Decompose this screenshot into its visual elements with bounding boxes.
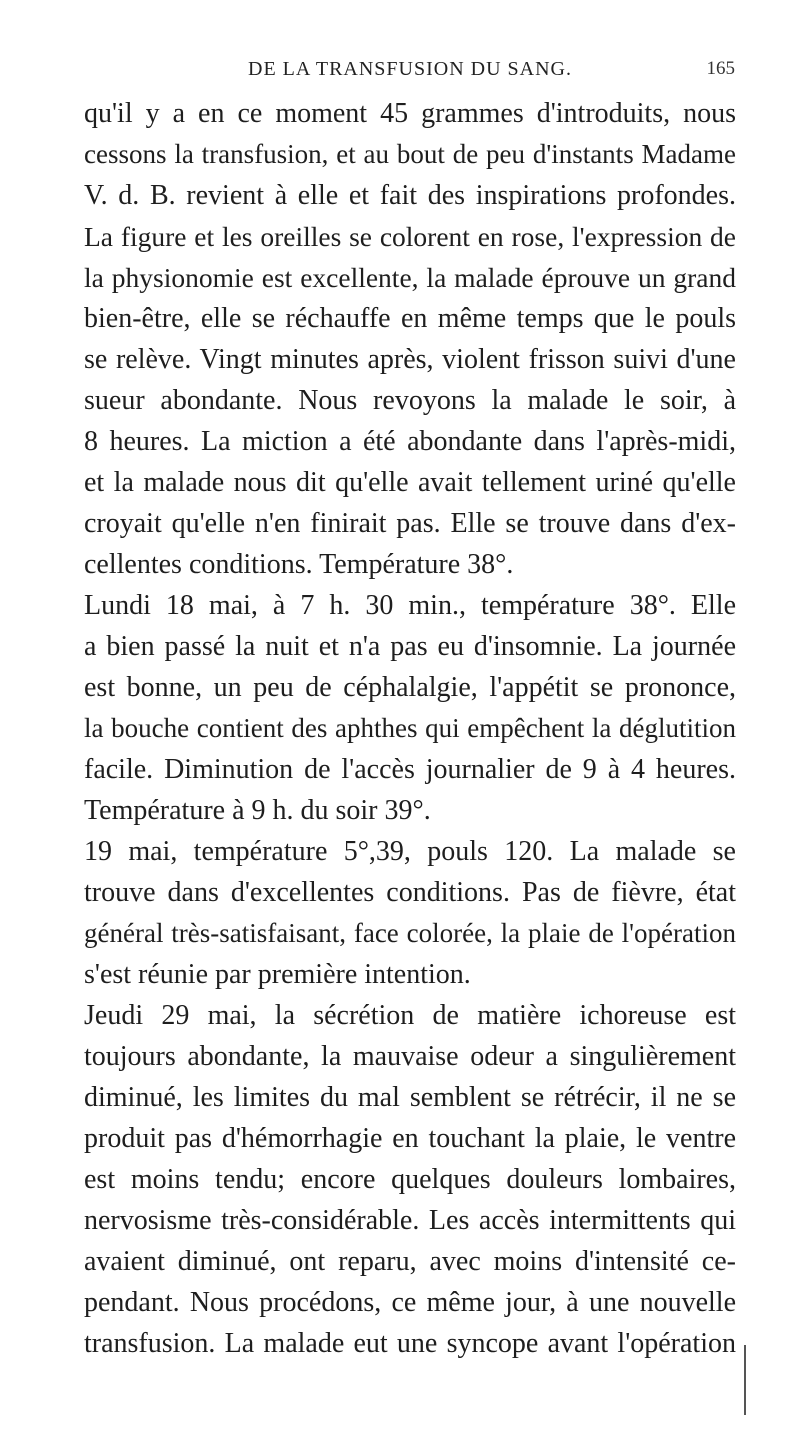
text-line: se relève. Vingt minutes après, violent frisson suivi d'une — [84, 344, 736, 375]
text-line: général très-satisfaisant, face colorée, la plaie de l'opération — [84, 918, 736, 948]
text-line: avaient diminué, ont reparu, avec moins d'intensité ce- — [84, 1246, 736, 1277]
page-number: 165 — [706, 58, 735, 79]
text-line: produit pas d'hémorrhagie en touchant la plaie, le ventre — [84, 1123, 736, 1154]
text-line: La figure et les oreilles se colorent en rose, l'expression de — [84, 221, 736, 252]
body-text — [84, 93, 736, 1364]
text-line: nervosisme très-considérable. Les accès intermittents qui — [84, 1205, 736, 1236]
text-line: facile. Diminution de l'accès journalier de 9 à 4 heures. — [84, 754, 736, 785]
text-line: et la malade nous dit qu'elle avait tellement uriné qu'elle — [84, 467, 736, 498]
text-line: toujours abondante, la mauvaise odeur a singulièrement — [84, 1041, 736, 1072]
text-line: s'est réunie par première intention. — [84, 959, 471, 990]
text-line: diminué, les limites du mal semblent se rétrécir, il ne se — [84, 1082, 736, 1113]
text-line: Température à 9 h. du soir 39°. — [84, 795, 431, 826]
text-line: est bonne, un peu de céphalalgie, l'appétit se prononce, — [84, 672, 736, 703]
running-header — [85, 58, 735, 88]
text-line: Jeudi 29 mai, la sécrétion de matière ichoreuse est — [84, 1000, 736, 1031]
text-line: est moins tendu; encore quelques douleurs lombaires, — [84, 1164, 736, 1195]
text-line: cessons la transfusion, et au bout de peu d'instants Madame — [84, 139, 736, 169]
text-line: la bouche contient des aphthes qui empêchent la déglutition — [84, 713, 736, 743]
text-line: trouve dans d'excellentes conditions. Pas de fièvre, état — [84, 877, 736, 908]
text-line: 19 mai, température 5°,39, pouls 120. La malade se — [84, 836, 736, 867]
text-line: transfusion. La malade eut une syncope avant l'opération — [84, 1328, 736, 1359]
text-line: V. d. B. revient à elle et fait des inspirations profondes. — [84, 180, 736, 211]
text-line: bien-être, elle se réchauffe en même temps que le pouls — [84, 303, 736, 334]
margin-mark — [744, 1345, 746, 1415]
text-line: cellentes conditions. Température 38°. — [84, 549, 514, 580]
text-line: sueur abondante. Nous revoyons la malade le soir, à — [84, 385, 736, 416]
text-line: qu'il y a en ce moment 45 grammes d'introduits, nous — [84, 98, 736, 129]
text-line: croyait qu'elle n'en finirait pas. Elle se trouve dans d'ex- — [84, 508, 736, 539]
running-title: DE LA TRANSFUSION DU SANG. — [248, 58, 572, 80]
text-line: pendant. Nous procédons, ce même jour, à une nouvelle — [84, 1287, 736, 1318]
text-line: 8 heures. La miction a été abondante dans l'après-midi, — [84, 426, 736, 457]
text-line: la physionomie est excellente, la malade éprouve un grand — [84, 262, 736, 293]
text-line: a bien passé la nuit et n'a pas eu d'insomnie. La journée — [84, 631, 736, 662]
text-line: Lundi 18 mai, à 7 h. 30 min., température 38°. Elle — [84, 590, 736, 621]
